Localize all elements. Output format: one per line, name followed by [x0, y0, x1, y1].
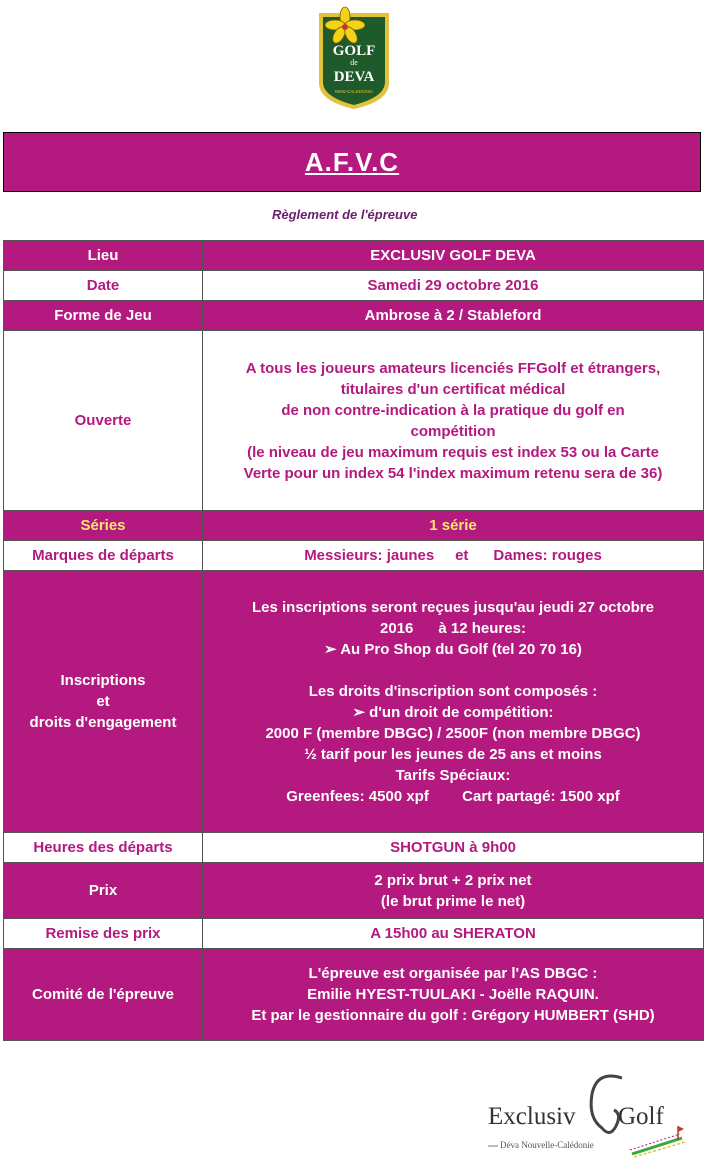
row-value: EXCLUSIV GOLF DEVA [203, 241, 704, 271]
text-line: droits d'engagement [29, 714, 177, 731]
golf-de-deva-logo [315, 5, 393, 111]
rules-table [3, 240, 704, 1041]
svg-text:de: de [350, 58, 358, 67]
row-prix [4, 863, 704, 919]
row-marques-de-departs [4, 541, 704, 571]
text-line [207, 660, 699, 681]
text-line: ½ tarif pour les jeunes de 25 ans et moins [304, 745, 602, 763]
text-line: compétition [410, 422, 496, 440]
text-line: 2016 à 12 heures: [380, 619, 526, 637]
text-line: ➢ Au Pro Shop du Golf (tel 20 70 16) [324, 640, 582, 658]
row-value: Messieurs: jaunes et Dames: rouges [203, 541, 704, 571]
row-value [203, 331, 704, 511]
row-label: Ouverte [4, 331, 203, 511]
row-label: Remise des prix [4, 919, 203, 949]
row-value: A 15h00 au SHERATON [203, 919, 704, 949]
row-label: Forme de Jeu [4, 301, 203, 331]
text-line: Inscriptions [60, 672, 146, 689]
row-label: Heures des départs [4, 833, 203, 863]
text-line: 2 prix brut + 2 prix net [374, 871, 532, 889]
row-date [4, 271, 704, 301]
text-line: Verte pour un index 54 l'index maximum retenu sera de 36) [243, 464, 663, 482]
row-remise-des-prix [4, 919, 704, 949]
title-banner [3, 132, 701, 192]
row-label: Marques de départs [4, 541, 203, 571]
text-line: Emilie HYEST-TUULAKI - Joëlle RAQUIN. [307, 986, 599, 1003]
row-label: Prix [4, 863, 203, 919]
row-label: Lieu [4, 241, 203, 271]
text-line: 2000 F (membre DBGC) / 2500F (non membre DBGC) [265, 724, 641, 742]
text-line: L'épreuve est organisée par l'AS DBGC : [308, 965, 598, 982]
svg-text:Déva Nouvelle-Calédonie: Déva Nouvelle-Calédonie [500, 1140, 594, 1150]
text-line: Les inscriptions seront reçues jusqu'au jeudi 27 octobre [251, 598, 654, 616]
row-label: Séries [4, 511, 203, 541]
text-line: et [96, 693, 110, 710]
row-comite [4, 949, 704, 1041]
exclusiv-golf-logo [482, 1066, 687, 1158]
text-line: (le niveau de jeu maximum requis est index 53 ou la Carte [247, 443, 659, 461]
row-lieu [4, 241, 704, 271]
row-value: Samedi 29 octobre 2016 [203, 271, 704, 301]
row-value: 1 série [203, 511, 704, 541]
svg-text:GOLF: GOLF [332, 43, 376, 59]
text-line: Greenfees: 4500 xpf Cart partagé: 1500 xpf [286, 787, 620, 805]
text-line: Et par le gestionnaire du golf : Grégory HUMBERT (SHD) [251, 1007, 655, 1024]
text-line: titulaires d'un certificat médical [340, 380, 566, 398]
svg-text:Exclusiv: Exclusiv [488, 1103, 576, 1130]
row-value: SHOTGUN à 9h00 [203, 833, 704, 863]
row-label: Comité de l'épreuve [4, 949, 203, 1041]
svg-text:Golf: Golf [618, 1103, 664, 1130]
text-line: (le brut prime le net) [380, 892, 526, 910]
page-title: A.F.V.C [304, 146, 400, 177]
row-series [4, 511, 704, 541]
row-label: Date [4, 271, 203, 301]
text-line: Tarifs Spéciaux: [395, 766, 511, 784]
row-inscriptions [4, 571, 704, 833]
text-line: A tous les joueurs amateurs licenciés FFGolf et étrangers, [245, 359, 661, 377]
text-line: Les droits d'inscription sont composés : [308, 682, 598, 700]
row-ouverte [4, 331, 704, 511]
row-value: Ambrose à 2 / Stableford [203, 301, 704, 331]
text-line: de non contre-indication à la pratique du golf en [281, 401, 625, 419]
row-value [203, 949, 704, 1041]
row-label [4, 571, 203, 833]
svg-text:DEVA: DEVA [333, 69, 375, 85]
svg-text:NEW-CALEDONIA: NEW-CALEDONIA [335, 89, 373, 94]
subtitle: Règlement de l'épreuve [272, 207, 418, 222]
row-value [203, 863, 704, 919]
text-line: ➢ d'un droit de compétition: [352, 703, 554, 721]
row-value [203, 571, 704, 833]
row-forme-de-jeu [4, 301, 704, 331]
row-heures-des-departs [4, 833, 704, 863]
